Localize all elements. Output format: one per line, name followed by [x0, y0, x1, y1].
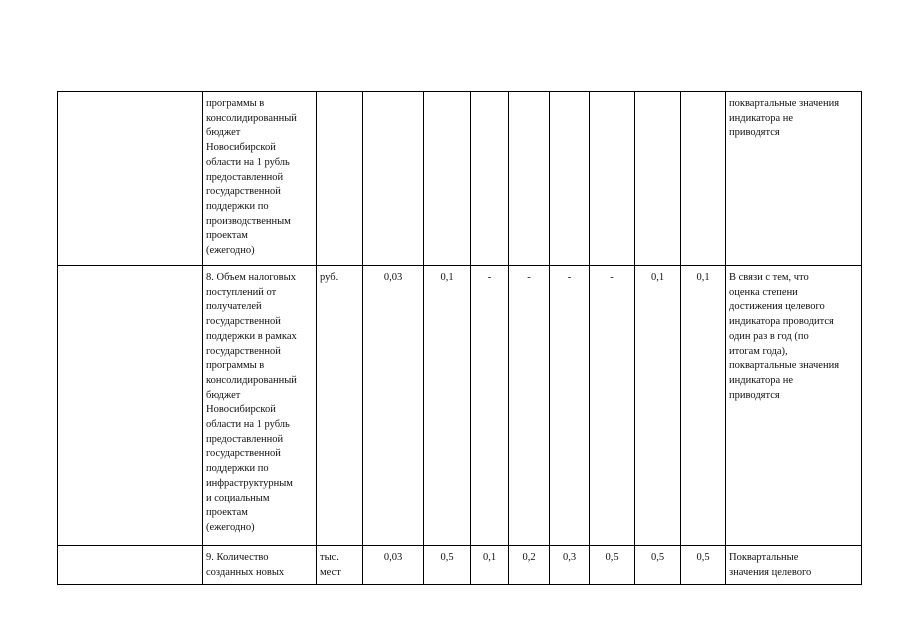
- value-cell: [681, 546, 726, 585]
- value-cell: [590, 266, 635, 546]
- value-cell: [471, 92, 509, 266]
- value: 0,5: [605, 552, 619, 563]
- value: 0,5: [440, 552, 454, 563]
- note-cell: [726, 92, 862, 266]
- unit: руб.: [320, 272, 339, 283]
- empty-cell: [58, 546, 203, 585]
- indicator-table: [57, 91, 862, 585]
- unit: тыс. мест: [320, 552, 341, 578]
- value-cell: [424, 546, 471, 585]
- empty-cell: [58, 266, 203, 546]
- value: -: [567, 272, 572, 283]
- value: -: [610, 272, 614, 283]
- indicator-name: 8. Объем налоговых поступлений от получателей государственной поддержки в рамках государственной программы в консолидированный бюджет Новосибирской области на 1 рубль предоставленной государственной поддержки по инфраструктурным и социальным проектам (ежегодно): [206, 272, 297, 533]
- value: -: [487, 272, 492, 283]
- value-cell: [424, 92, 471, 266]
- unit-cell: [317, 266, 363, 546]
- note: Поквартальные значения целевого: [729, 552, 812, 578]
- value-cell: [590, 546, 635, 585]
- value-cell: [509, 266, 550, 546]
- value-cell: [363, 92, 424, 266]
- value: 0,3: [562, 552, 577, 563]
- indicator-name-cell: [203, 92, 317, 266]
- value-cell: [550, 92, 590, 266]
- value-cell: [424, 266, 471, 546]
- value-cell: [550, 546, 590, 585]
- value-cell: [471, 546, 509, 585]
- value-cell: [681, 266, 726, 546]
- value: -: [527, 272, 531, 283]
- table-row: [58, 92, 862, 266]
- value-cell: [550, 266, 590, 546]
- value-cell: [363, 546, 424, 585]
- value: 0,03: [383, 552, 403, 563]
- unit-cell: [317, 92, 363, 266]
- value: 0,5: [650, 552, 665, 563]
- value: 0,1: [696, 272, 710, 283]
- indicator-name: программы в консолидированный бюджет Новосибирской области на 1 рубль предоставленной государственной поддержки по производственным проектам (ежегодно): [206, 98, 297, 257]
- value: 0,1: [440, 272, 454, 283]
- indicator-name-cell: [203, 546, 317, 585]
- value: 0,1: [650, 272, 665, 283]
- value-cell: [509, 546, 550, 585]
- note-cell: [726, 546, 862, 585]
- table-row: [58, 266, 862, 546]
- value: 0,1: [482, 552, 497, 563]
- value-cell: [635, 546, 681, 585]
- value-cell: [635, 266, 681, 546]
- value-cell: [509, 92, 550, 266]
- value-cell: [635, 92, 681, 266]
- value-cell: [681, 92, 726, 266]
- unit-cell: [317, 546, 363, 585]
- note-cell: [726, 266, 862, 546]
- value-cell: [590, 92, 635, 266]
- note: В связи с тем, что оценка степени достижения целевого индикатора проводится один раз в год (по итогам года), поквартальные значения индикатора не приводятся: [729, 272, 840, 401]
- empty-cell: [58, 92, 203, 266]
- value-cell: [471, 266, 509, 546]
- note: поквартальные значения индикатора не приводятся: [729, 98, 840, 139]
- table-row: [58, 546, 862, 585]
- value: 0,2: [522, 552, 536, 563]
- value-cell: [363, 266, 424, 546]
- indicator-name: 9. Количество созданных новых: [206, 552, 285, 578]
- indicator-name-cell: [203, 266, 317, 546]
- value: 0,5: [696, 552, 710, 563]
- value: 0,03: [383, 272, 403, 283]
